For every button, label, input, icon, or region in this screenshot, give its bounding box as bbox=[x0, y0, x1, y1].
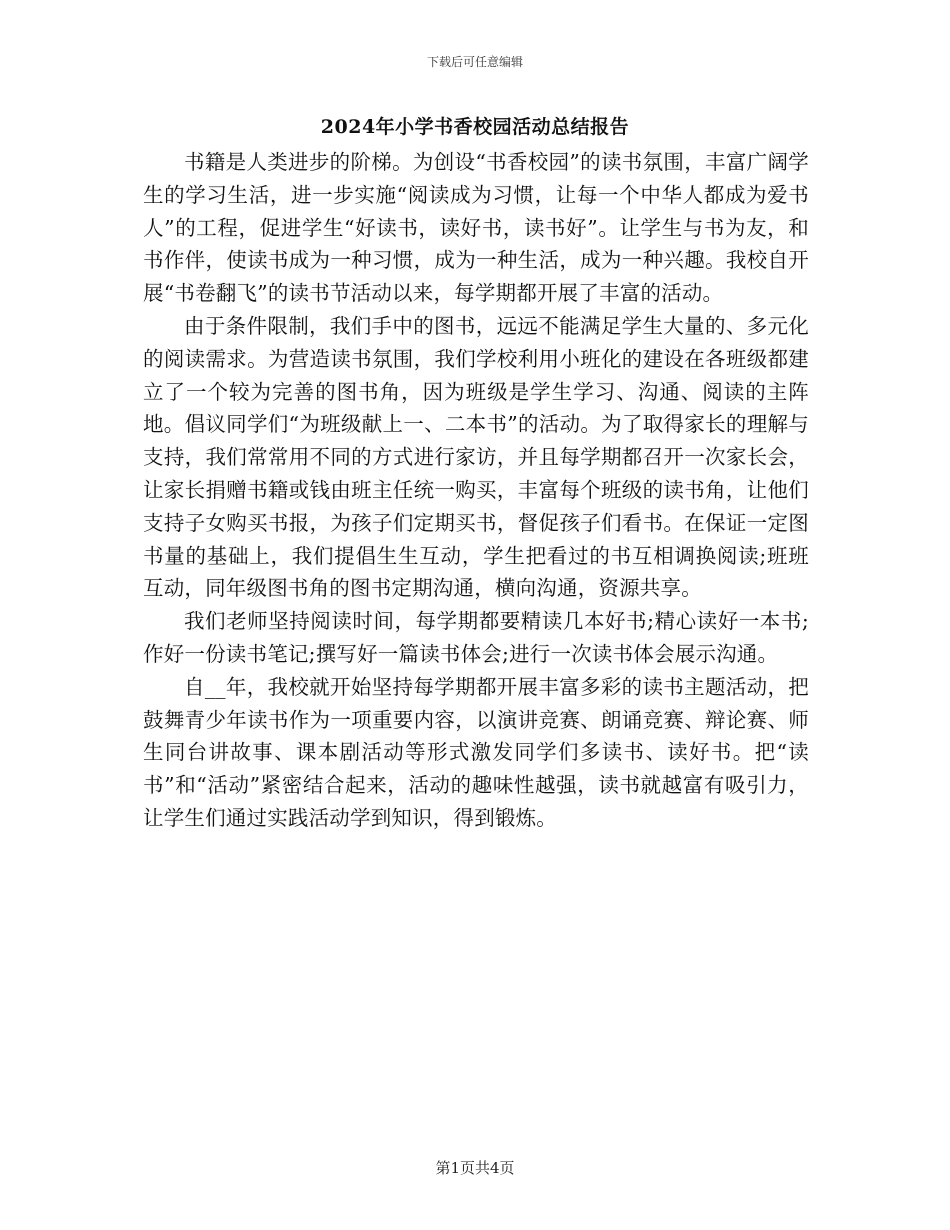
paragraph-book-corner: 由于条件限制，我们手中的图书，远远不能满足学生大量的、多元化的阅读需求。为营造读书氛围，我们学校利用小班化的建设在各班级都建立了一个较为完善的图书角，因为班级是学生学习、沟通、阅读的主阵地。倡议同学们“为班级献上一、二本书”的活动。为了取得家长的理解与支持，我们常常用不同的方式进行家访，并且每学期都召开一次家长会，让家长捐赠书籍或钱由班主任统一购买，丰富每个班级的读书角，让他们支持子女购买书报，为孩子们定期买书，督促孩子们看书。在保证一定图书量的基础上，我们提倡生生互动，学生把看过的书互相调换阅读;班班互动，同年级图书角的图书定期沟通，横向沟通，资源共享。 bbox=[143, 313, 809, 601]
header-note: 下载后可任意编辑 bbox=[426, 55, 523, 69]
document-title: 2024年小学书香校园活动总结报告 bbox=[320, 116, 630, 138]
document-body bbox=[143, 146, 809, 835]
paragraph-themed-activities: 自__年，我校就开始坚持每学期都开展丰富多彩的读书主题活动，把鼓舞青少年读书作为一项重要内容，以演讲竞赛、朗诵竞赛、辩论赛、师生同台讲故事、课本剧活动等形式激发同学们多读书、读好书。把“读书”和“活动”紧密结合起来，活动的趣味性越强，读书就越富有吸引力，让学生们通过实践活动学到知识，得到锻炼。 bbox=[143, 674, 809, 830]
paragraph-teacher-reading: 我们老师坚持阅读时间，每学期都要精读几本好书;精心读好一本书;作好一份读书笔记;撰写好一篇读书体会;进行一次读书体会展示沟通。 bbox=[143, 609, 809, 666]
page-indicator: 第1页共4页 bbox=[435, 1159, 515, 1177]
paragraph-intro: 书籍是人类进步的阶梯。为创设“书香校园”的读书氛围，丰富广阔学生的学习生活，进一步实施“阅读成为习惯，让每一个中华人都成为爱书人”的工程，促进学生“好读书，读好书，读书好”。让学生与书为友，和书作伴，使读书成为一种习惯，成为一种生活，成为一种兴趣。我校自开展“书卷翻飞”的读书节活动以来，每学期都开展了丰富的活动。 bbox=[143, 150, 809, 306]
